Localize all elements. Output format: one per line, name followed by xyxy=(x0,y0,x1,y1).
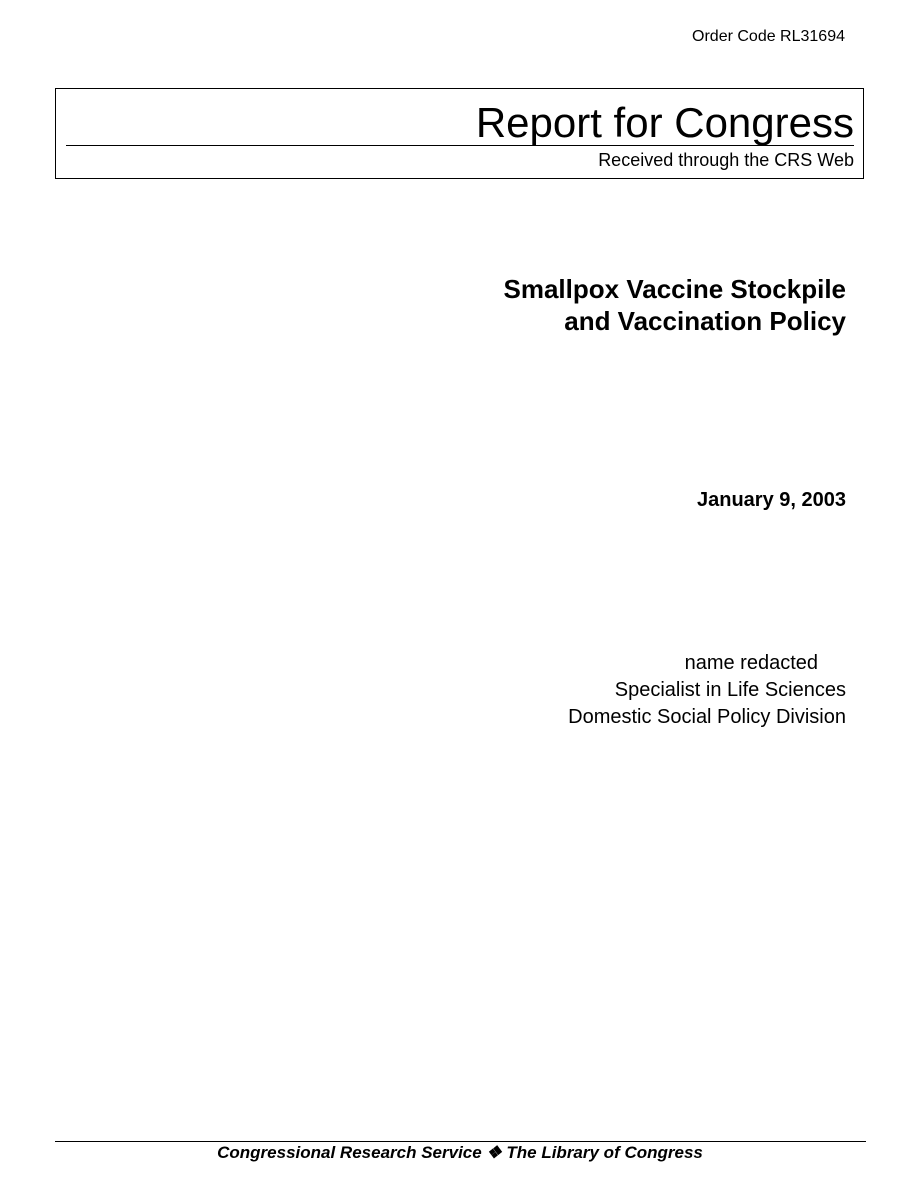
footer-divider xyxy=(55,1141,866,1142)
report-header-box xyxy=(55,88,864,179)
author-role: Specialist in Life Sciences xyxy=(614,679,846,701)
footer-text: Congressional Research Service ❖ The Library of Congress xyxy=(217,1143,703,1162)
header-title: Report for Congress xyxy=(475,99,854,146)
header-divider xyxy=(66,145,854,146)
author-division: Domestic Social Policy Division xyxy=(568,706,846,728)
report-title-line-2: and Vaccination Policy xyxy=(564,306,846,336)
report-title-line-1: Smallpox Vaccine Stockpile xyxy=(503,274,846,304)
report-date: January 9, 2003 xyxy=(697,489,846,511)
header-subtitle: Received through the CRS Web xyxy=(598,150,854,170)
order-code: Order Code RL31694 xyxy=(692,28,845,45)
author-block xyxy=(568,650,846,731)
report-title xyxy=(504,273,846,337)
author-name: name redacted xyxy=(684,652,818,674)
